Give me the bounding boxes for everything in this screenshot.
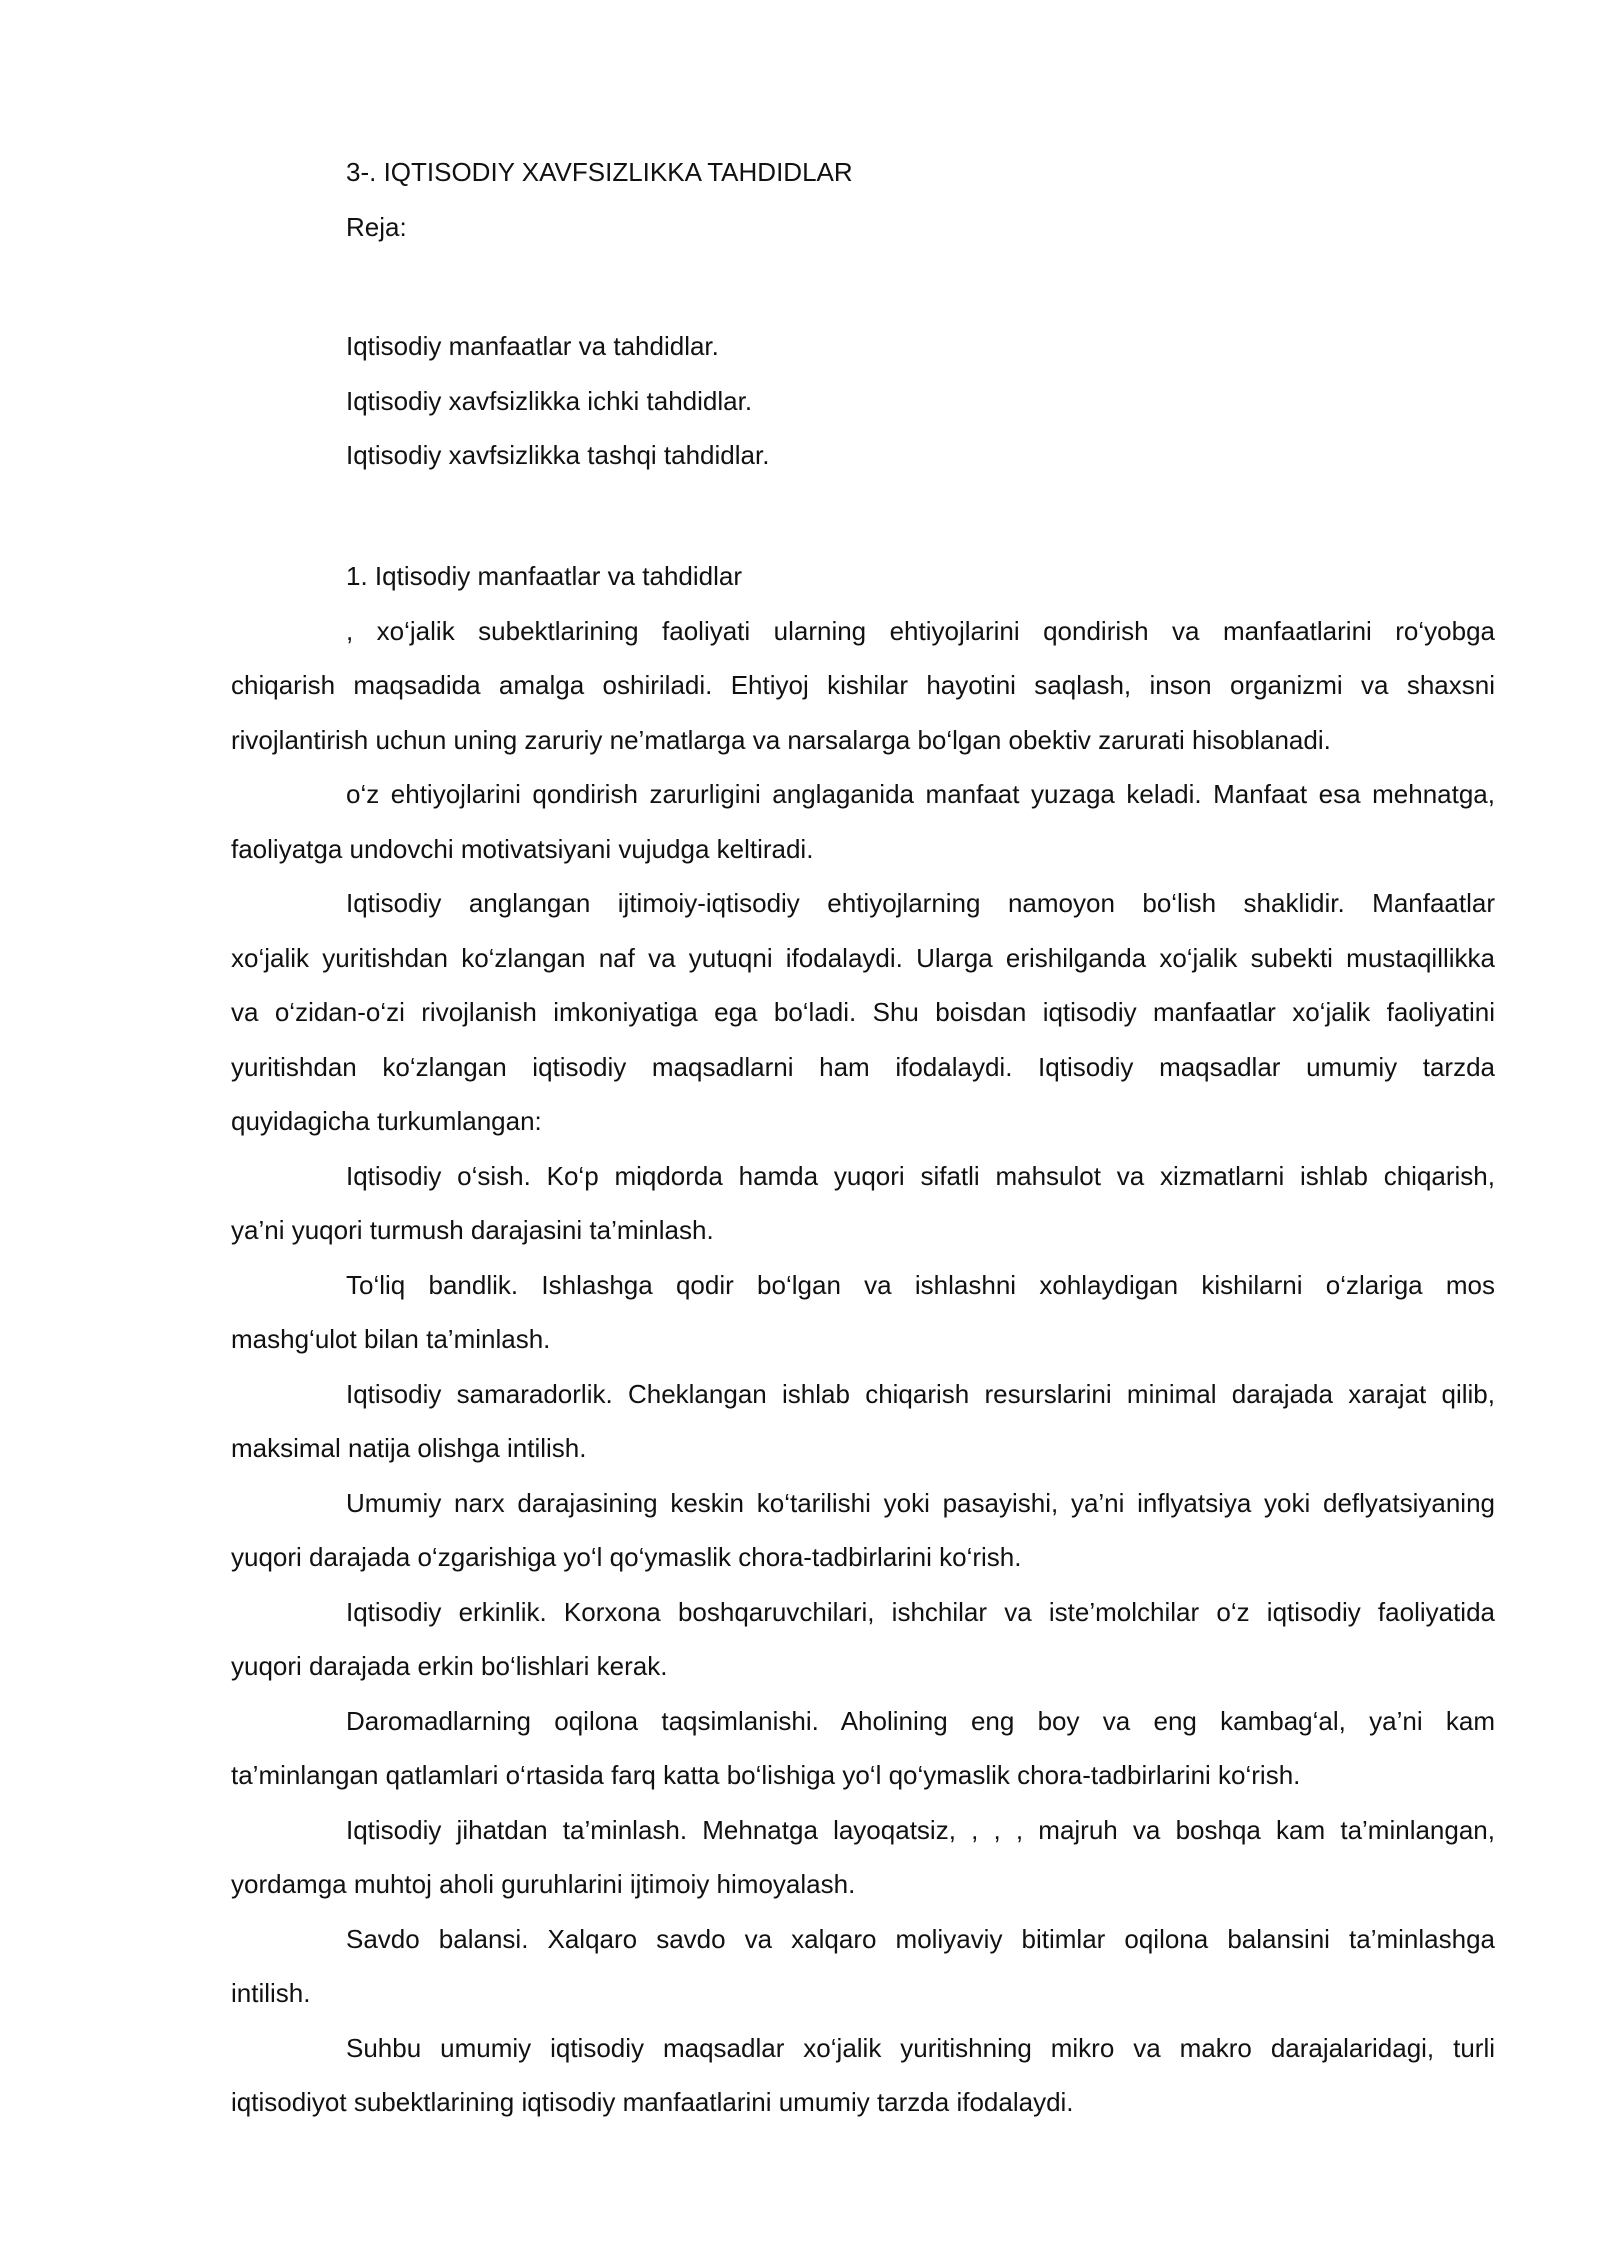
paragraph-line: faoliyatga undovchi motivatsiyani vujudga keltiradi. bbox=[231, 833, 814, 864]
paragraph-line: Iqtisodiy anglangan ijtimoiy-iqtisodiy ehtiyojlarning namoyon bo‘lish shaklidir. Manfaatlar bbox=[346, 888, 1495, 918]
paragraph-line: ta’minlangan qatlamlari o‘rtasida farq katta bo‘lishiga yo‘l qo‘ymaslik chora-tadbirlarini ko‘rish. bbox=[231, 1760, 1301, 1790]
document-body bbox=[231, 145, 1495, 2130]
paragraph-line: yuqori darajada o‘zgarishiga yo‘l qo‘ymaslik chora-tadbirlarini ko‘rish. bbox=[231, 1542, 1022, 1572]
paragraph-line: xo‘jalik yuritishdan ko‘zlangan naf va yutuqni ifodalaydi. Ularga erishilganda xo‘jalik subekti mustaqillikka bbox=[231, 942, 1495, 973]
plan-item: Iqtisodiy xavfsizlikka ichki tahdidlar. bbox=[346, 385, 753, 416]
paragraph-line: iqtisodiyot subektlarining iqtisodiy manfaatlarini umumiy tarzda ifodalaydi. bbox=[231, 2087, 1074, 2117]
paragraph-line: mashg‘ulot bilan ta’minlash. bbox=[231, 1324, 551, 1354]
paragraph-line: chiqarish maqsadida amalga oshiriladi. Ehtiyoj kishilar hayotini saqlash, inson organizmi va shaxsni bbox=[231, 670, 1495, 700]
paragraph-9 bbox=[231, 1694, 1495, 1803]
plan-list bbox=[231, 319, 1495, 483]
paragraph-3 bbox=[231, 876, 1495, 1149]
paragraph-6 bbox=[231, 1367, 1495, 1476]
paragraph-5 bbox=[231, 1258, 1495, 1367]
paragraph-line: Suhbu umumiy iqtisodiy maqsadlar xo‘jalik yuritishning mikro va makro darajalaridagi, turli bbox=[346, 2032, 1495, 2063]
plan-item: Iqtisodiy manfaatlar va tahdidlar. bbox=[346, 331, 719, 361]
paragraph-line: maksimal natija olishga intilish. bbox=[231, 1433, 587, 1463]
paragraph-line: yuqori darajada erkin bo‘lishlari kerak. bbox=[231, 1651, 668, 1681]
paragraph-line: Iqtisodiy o‘sish. Ko‘p miqdorda hamda yuqori sifatli mahsulot va xizmatlarni ishlab chiqarish, bbox=[346, 1160, 1495, 1191]
paragraph-12 bbox=[231, 2021, 1495, 2130]
paragraph-line: yordamga muhtoj aholi guruhlarini ijtimoiy himoyalash. bbox=[231, 1869, 856, 1899]
paragraph-line: Iqtisodiy jihatdan ta’minlash. Mehnatga layoqatsiz, , , , majruh va boshqa kam ta’minlangan, bbox=[346, 1814, 1495, 1845]
plan-label: Reja: bbox=[346, 211, 407, 242]
paragraph-line: intilish. bbox=[231, 1978, 311, 2008]
paragraph-line: yuritishdan ko‘zlangan iqtisodiy maqsadlarni ham ifodalaydi. Iqtisodiy maqsadlar umumiy tarzda bbox=[231, 1051, 1495, 1082]
paragraph-11 bbox=[231, 1912, 1495, 2021]
paragraph-10 bbox=[231, 1803, 1495, 1912]
paragraph-line: ya’ni yuqori turmush darajasini ta’minlash. bbox=[231, 1215, 714, 1245]
paragraph-line: o‘z ehtiyojlarini qondirish zarurligini anglaganida manfaat yuzaga keladi. Manfaat esa mehnatga, bbox=[346, 779, 1495, 809]
section-heading: 1. Iqtisodiy manfaatlar va tahdidlar bbox=[346, 561, 742, 591]
paragraph-1 bbox=[231, 604, 1495, 768]
paragraph-line: va o‘zidan-o‘zi rivojlanish imkoniyatiga ega bo‘ladi. Shu boisdan iqtisodiy manfaatlar xo‘jalik faoliyatini bbox=[231, 997, 1495, 1027]
paragraph-4 bbox=[231, 1149, 1495, 1258]
paragraph-2 bbox=[231, 767, 1495, 876]
document-title: 3-. IQTISODIY XAVFSIZLIKKA TAHDIDLAR bbox=[346, 157, 853, 187]
paragraph-line: To‘liq bandlik. Ishlashga qodir bo‘lgan va ishlashni xohlaydigan kishilarni o‘zlariga mos bbox=[346, 1269, 1495, 1300]
paragraph-line: Iqtisodiy erkinlik. Korxona boshqaruvchilari, ishchilar va iste’molchilar o‘z iqtisodiy faoliyatida bbox=[346, 1596, 1495, 1627]
paragraph-7 bbox=[231, 1476, 1495, 1585]
plan-item: Iqtisodiy xavfsizlikka tashqi tahdidlar. bbox=[346, 440, 770, 470]
paragraph-line: quyidagicha turkumlangan: bbox=[231, 1106, 542, 1136]
paragraph-line: Savdo balansi. Xalqaro savdo va xalqaro moliyaviy bitimlar oqilona balansini ta’minlashga bbox=[346, 1923, 1495, 1954]
paragraph-line: , xo‘jalik subektlarining faoliyati ularning ehtiyojlarini qondirish va manfaatlarini ro‘yobga bbox=[346, 615, 1495, 646]
paragraph-line: Iqtisodiy samaradorlik. Cheklangan ishlab chiqarish resurslarini minimal darajada xarajat qilib, bbox=[346, 1378, 1495, 1409]
paragraph-8 bbox=[231, 1585, 1495, 1694]
paragraph-line: Daromadlarning oqilona taqsimlanishi. Aholining eng boy va eng kambag‘al, ya’ni kam bbox=[346, 1705, 1495, 1736]
paragraph-line: rivojlantirish uchun uning zaruriy ne’matlarga va narsalarga bo‘lgan obektiv zarurati hisoblanadi. bbox=[231, 724, 1331, 755]
paragraph-line: Umumiy narx darajasining keskin ko‘tarilishi yoki pasayishi, ya’ni inflyatsiya yoki deflyatsiyaning bbox=[346, 1487, 1495, 1518]
